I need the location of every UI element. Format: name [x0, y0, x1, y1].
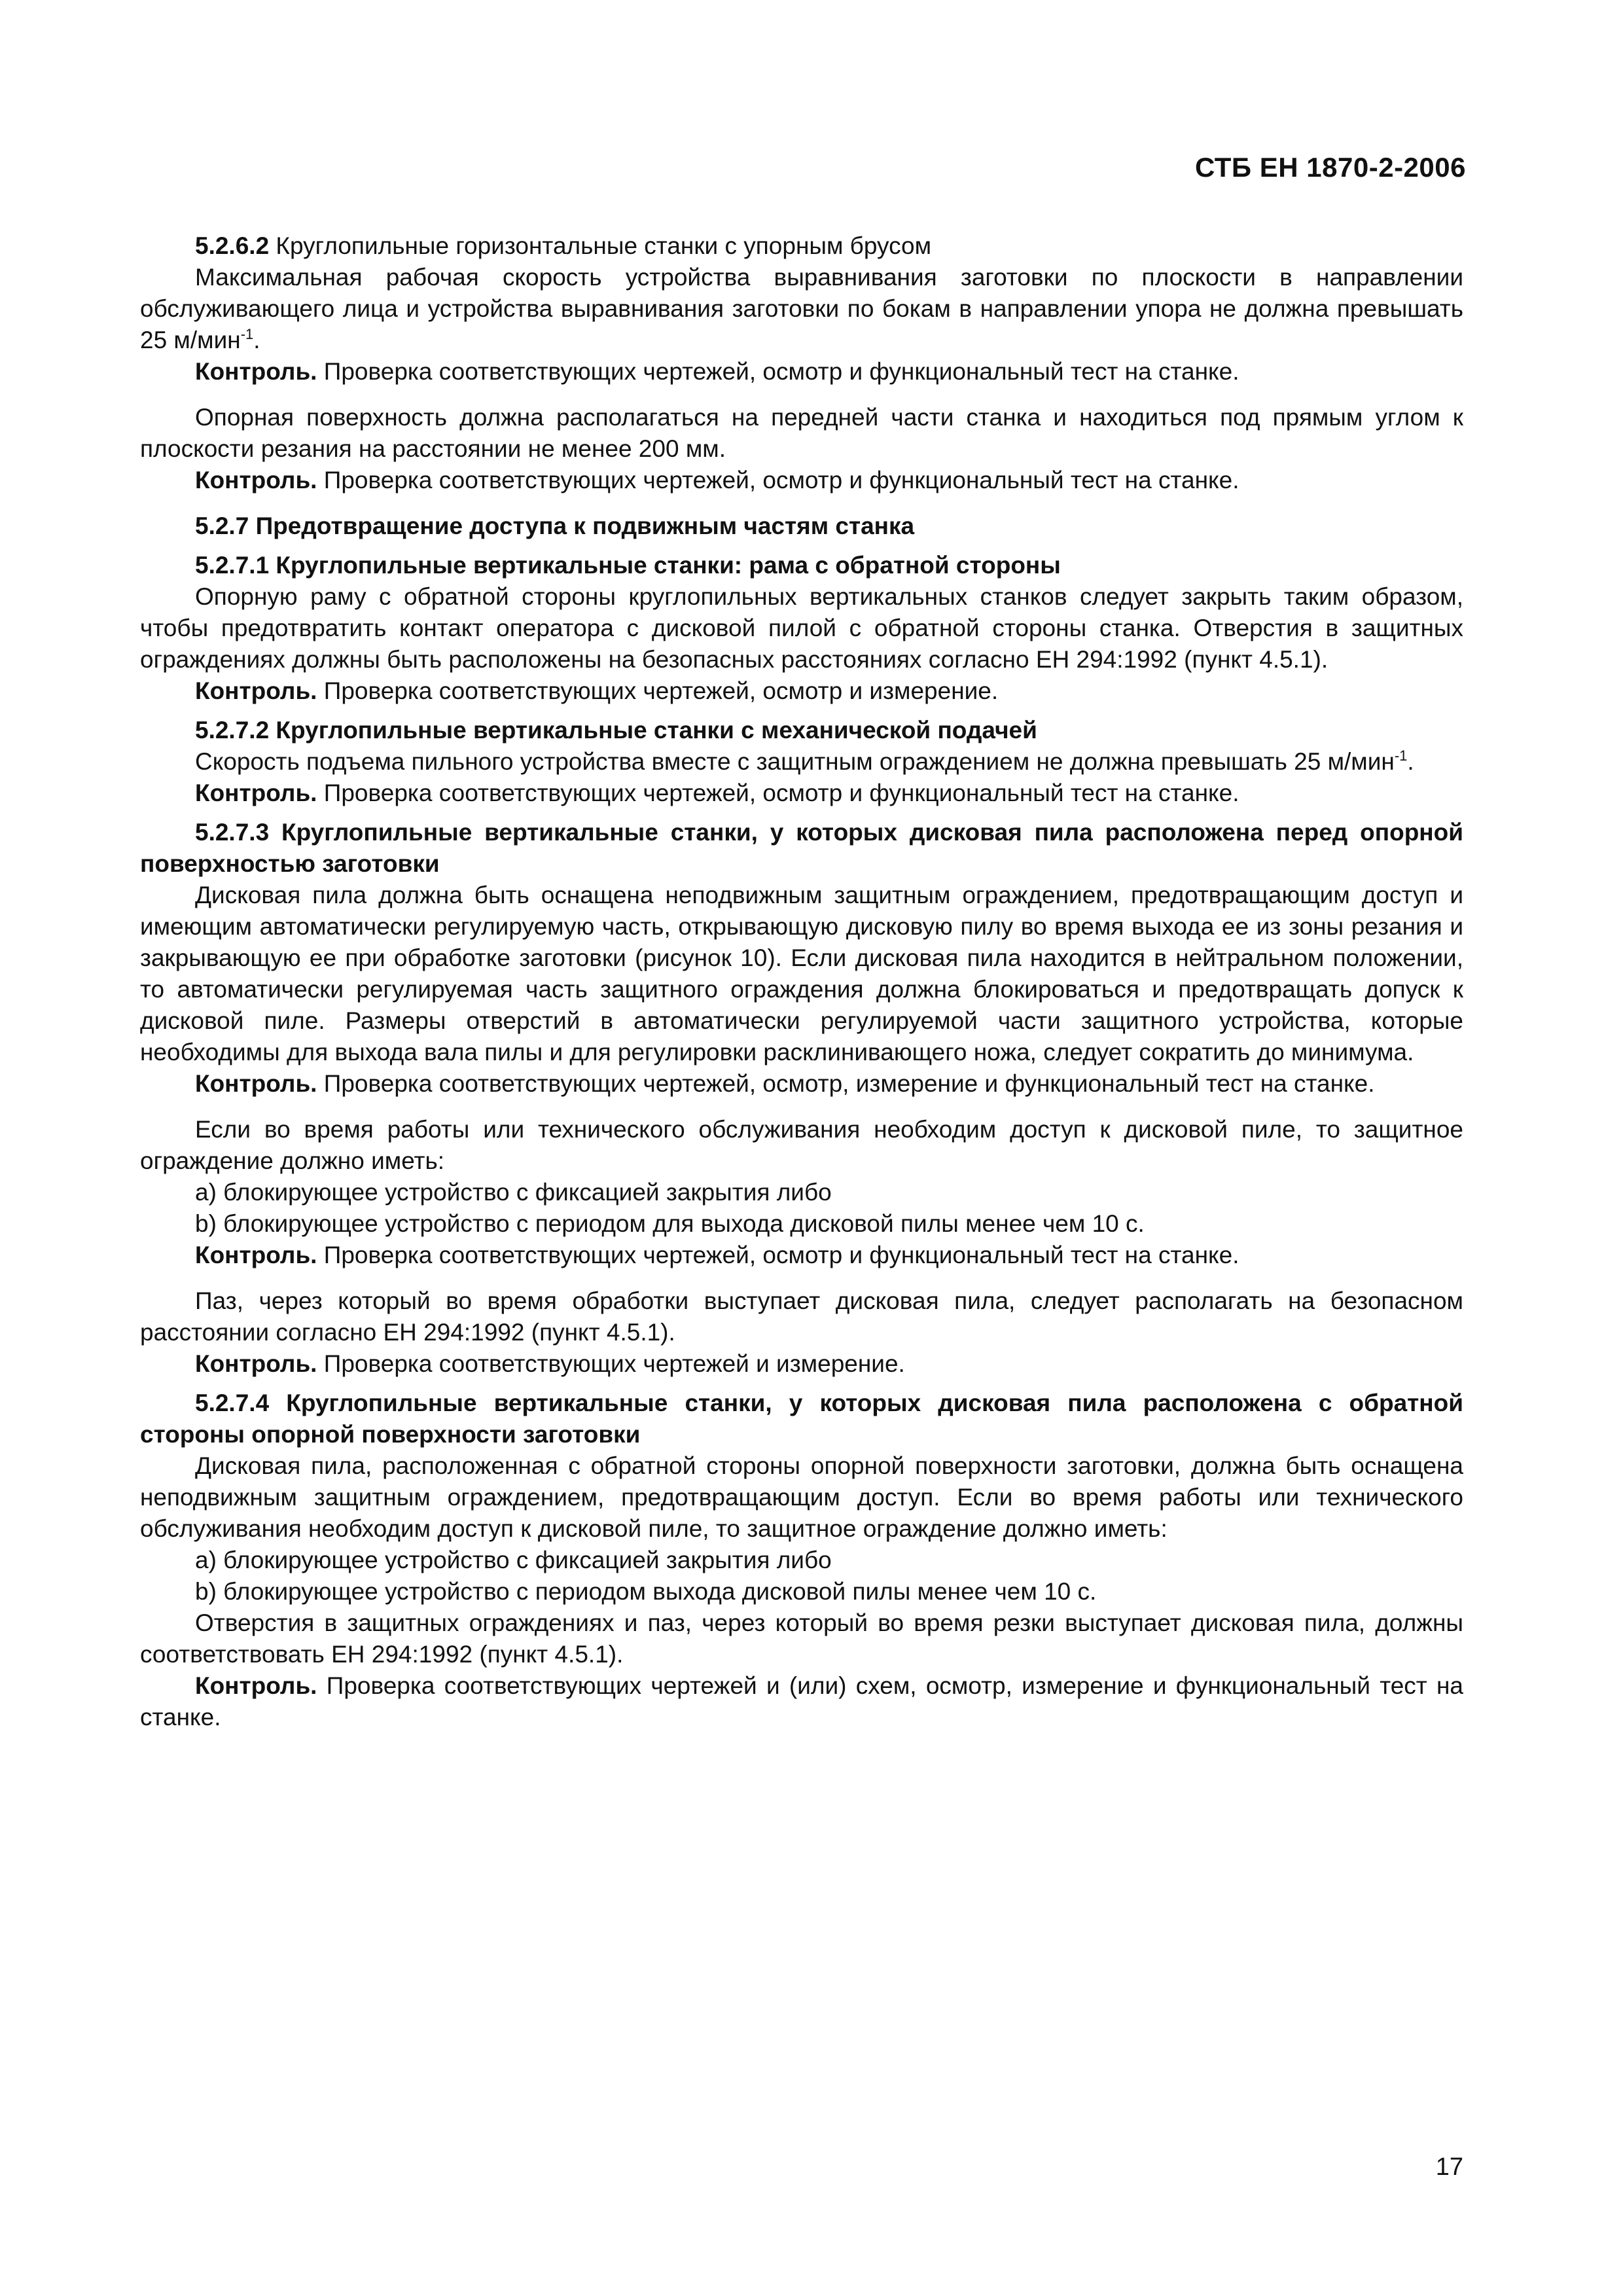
paragraph: Опорная поверхность должна располагаться на передней части станка и находиться под прямым углом к плоскости резания на расстоянии не менее 200 мм.	[140, 404, 1463, 462]
section-heading-5-2-7-1: 5.2.7.1 Круглопильные вертикальные станки: рама с обратной стороны	[195, 552, 1061, 579]
document-code-header: СТБ ЕН 1870-2-2006	[1194, 152, 1466, 183]
paragraph: Паз, через который во время обработки выступает дисковая пила, следует располагать на безопасном расстоянии согласно ЕН 294:1992 (пункт 4.5.1).	[140, 1287, 1463, 1346]
paragraph-end: .	[253, 327, 260, 353]
paragraph	[140, 262, 1463, 356]
list-item: b) блокирующее устройство с периодом выхода дисковой пилы менее чем 10 с.	[195, 1578, 1097, 1605]
paragraph: Опорную раму с обратной стороны круглопильных вертикальных станков следует закрыть таким образом, чтобы предотвратить контакт оператора с дисковой пилой с обратной стороны станка. Отверстия в защитных ограждениях должны быть расположены на безопасных расстояниях согласно ЕН 294:1992 (пункт 4.5.1).	[140, 583, 1463, 673]
section-title-text: Круглопильные горизонтальные станки с упорным брусом	[269, 232, 932, 259]
control-paragraph	[140, 675, 1463, 707]
control-text: Проверка соответствующих чертежей, осмотр и функциональный тест на станке.	[323, 467, 1240, 493]
document-body	[140, 230, 1463, 1733]
control-paragraph	[140, 778, 1463, 809]
section-heading-5-2-7: 5.2.7 Предотвращение доступа к подвижным частям станка	[195, 512, 915, 539]
page-number: 17	[1435, 2153, 1463, 2181]
section-5-2-6-2-title	[140, 230, 1463, 262]
control-text: Проверка соответствующих чертежей, осмотр и функциональный тест на станке.	[323, 780, 1240, 806]
paragraph-end: .	[1407, 748, 1414, 775]
control-text: Проверка соответствующих чертежей, осмотр, измерение и функциональный тест на станке.	[323, 1070, 1375, 1097]
control-text: Проверка соответствующих чертежей, осмотр и функциональный тест на станке.	[323, 1242, 1240, 1268]
control-label: Контроль.	[195, 677, 317, 704]
paragraph	[140, 746, 1463, 778]
control-text: Проверка соответствующих чертежей и измерение.	[323, 1350, 905, 1377]
paragraph: Дисковая пила, расположенная с обратной стороны опорной поверхности заготовки, должна быть оснащена неподвижным защитным ограждением, предотвращающим доступ. Если во время работы или технического обслуживания необходим доступ к дисковой пиле, то защитное ограждение должно иметь:	[140, 1452, 1463, 1542]
control-label: Контроль.	[195, 1242, 317, 1268]
control-paragraph	[140, 1068, 1463, 1100]
list-item: а) блокирующее устройство с фиксацией закрытия либо	[195, 1547, 832, 1573]
control-label: Контроль.	[195, 1070, 317, 1097]
control-label: Контроль.	[195, 1350, 317, 1377]
control-paragraph	[140, 1670, 1463, 1733]
control-paragraph	[140, 356, 1463, 387]
paragraph-text: Скорость подъема пильного устройства вместе с защитным ограждением не должна превышать 25 м/мин	[195, 748, 1395, 775]
paragraph: Отверстия в защитных ограждениях и паз, через который во время резки выступает дисковая пила, должны соответствовать ЕН 294:1992 (пункт 4.5.1).	[140, 1609, 1463, 1668]
section-heading-5-2-7-3: 5.2.7.3 Круглопильные вертикальные станки, у которых дисковая пила расположена перед опорной поверхностью заготовки	[140, 819, 1463, 877]
control-label: Контроль.	[195, 1672, 317, 1699]
control-text: Проверка соответствующих чертежей, осмотр и измерение.	[323, 677, 999, 704]
control-label: Контроль.	[195, 780, 317, 806]
paragraph: Если во время работы или технического обслуживания необходим доступ к дисковой пиле, то защитное ограждение должно иметь:	[140, 1116, 1463, 1174]
control-text: Проверка соответствующих чертежей, осмотр и функциональный тест на станке.	[323, 358, 1240, 385]
list-item: а) блокирующее устройство с фиксацией закрытия либо	[195, 1179, 832, 1206]
section-heading-5-2-7-4: 5.2.7.4 Круглопильные вертикальные станки, у которых дисковая пила расположена с обратной стороны опорной поверхности заготовки	[140, 1390, 1463, 1448]
superscript: -1	[240, 326, 254, 342]
list-item: b) блокирующее устройство с периодом для выхода дисковой пилы менее чем 10 с.	[195, 1210, 1145, 1237]
control-label: Контроль.	[195, 467, 317, 493]
section-heading-5-2-7-2: 5.2.7.2 Круглопильные вертикальные станки с механической подачей	[195, 717, 1037, 744]
superscript: -1	[1394, 747, 1408, 764]
control-label: Контроль.	[195, 358, 317, 385]
section-number: 5.2.6.2	[195, 232, 270, 259]
control-paragraph	[140, 465, 1463, 496]
control-text: Проверка соответствующих чертежей и (или) схем, осмотр, измерение и функциональный тест на станке.	[140, 1672, 1463, 1731]
control-paragraph	[140, 1240, 1463, 1271]
paragraph: Дисковая пила должна быть оснащена неподвижным защитным ограждением, предотвращающим доступ и имеющим автоматически регулируемую часть, открывающую дисковую пилу во время выхода ее из зоны резания и закрывающую ее при обработке заготовки (рисунок 10). Если дисковая пила находится в нейтральном положении, то автоматически регулируемая часть защитного ограждения должна блокироваться и предотвращать допуск к дисковой пиле. Размеры отверстий в автоматически регулируемой части защитного устройства, которые необходимы для выхода вала пилы и для регулировки расклинивающего ножа, следует сократить до минимума.	[140, 882, 1463, 1066]
control-paragraph	[140, 1348, 1463, 1380]
paragraph-text: Максимальная рабочая скорость устройства выравнивания заготовки по плоскости в направлении обслуживающего лица и устройства выравнивания заготовки по бокам в направлении упора не должна превышать 25 м/мин	[140, 264, 1463, 353]
